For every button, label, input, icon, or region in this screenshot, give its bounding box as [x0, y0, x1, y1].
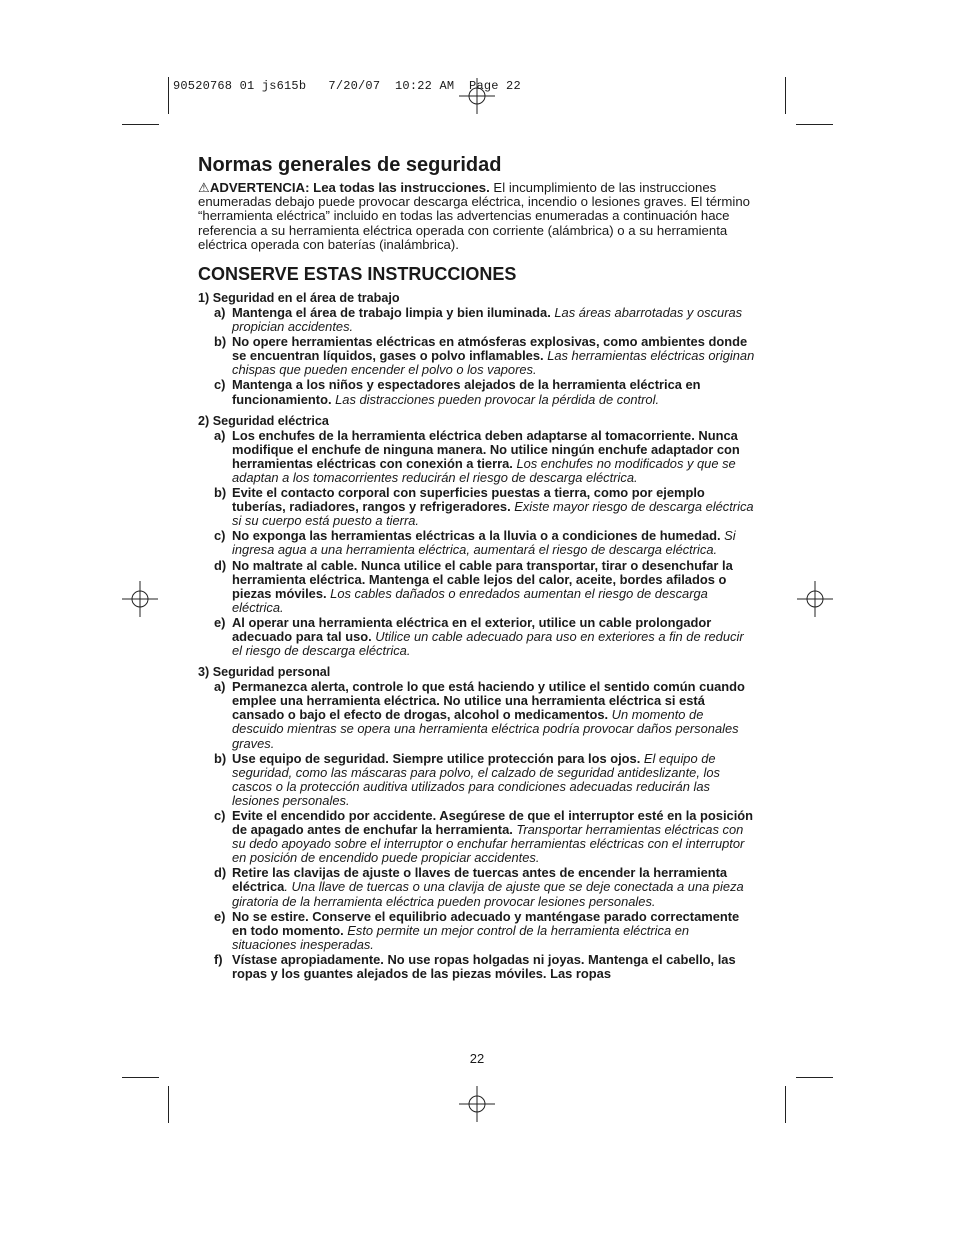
item-italic: El equipo de seguridad, como las máscaras para polvo, el calzado de seguridad antideslizante, los cascos o la protección auditiva utilizados para condiciones adecuadas reducirán las lesiones personales. [232, 750, 720, 808]
item-label: b) [214, 750, 227, 766]
item-bold: Mantenga el área de trabajo limpia y bien iluminada. [232, 305, 551, 321]
item-label: b) [214, 485, 227, 501]
registration-mark-top-icon [459, 78, 495, 114]
item-italic: Utilice un cable adecuado para uso en exteriores a fin de reducir el riesgo de descarga eléctrica. [232, 628, 744, 659]
list-item [198, 953, 756, 981]
crop-mark-top-left-v [168, 77, 169, 114]
list-item [198, 616, 756, 658]
item-bold: Permanezca alerta, controle lo que está haciendo y utilice el sentido común cuando emplee una herramienta eléctrica. No utilice una herramienta eléctrica si está cansado o bajo el efecto de drogas, alcohol o medicamentos. [232, 679, 745, 723]
item-italic: Existe mayor riesgo de descarga eléctrica si su cuerpo está puesto a tierra. [232, 499, 754, 529]
list-item [198, 910, 756, 952]
item-bold: Vístase apropiadamente. No use ropas holgadas ni joyas. Mantenga el cabello, las ropas y los guantes alejados de las piezas móviles. Las ropas [232, 951, 736, 982]
registration-mark-bottom-icon [459, 1086, 495, 1122]
item-bold: Evite el encendido por accidente. Asegúrese de que el interruptor esté en la posición de apagado antes de enchufar la herramienta. [232, 808, 754, 838]
item-label: d) [214, 557, 227, 573]
item-bold: No exponga las herramientas eléctricas a la lluvia o a condiciones de humedad. [232, 528, 721, 544]
section-electrical [198, 414, 756, 659]
registration-mark-right-icon [797, 581, 833, 617]
item-bold: No se estire. Conserve el equilibrio adecuado y manténgase parado correctamente en todo momento. [232, 908, 740, 938]
item-italic: Esto permite un mejor control de la herramienta eléctrica en situaciones inesperadas. [232, 922, 690, 952]
list-item [198, 866, 756, 908]
page-content [198, 154, 756, 988]
item-bold: Use equipo de seguridad. Siempre utilice protección para los ojos. [232, 750, 641, 766]
item-label: b) [214, 334, 227, 350]
item-italic: Las distracciones pueden provocar la pérdida de control. [331, 391, 660, 407]
list-item [198, 335, 756, 377]
list-item [198, 486, 756, 528]
item-italic: Transportar herramientas eléctricas con su dedo apoyado sobre el interruptor o enchufar herramientas eléctricas con el interruptor en posición de encendido puede propiciar accidentes. [232, 822, 745, 866]
item-label: f) [214, 951, 223, 967]
registration-mark-left-icon [122, 581, 158, 617]
crop-mark-bottom-left-h [122, 1077, 159, 1078]
item-bold: Los enchufes de la herramienta eléctrica deben adaptarse al tomacorriente. Nunca modifique el enchufe de ninguna manera. No utilice ningún enchufe adaptador con herramientas eléctricas con conexión a tierra. [232, 427, 740, 471]
list-item [198, 559, 756, 615]
print-slug: 90520768 01 js615b 7/20/07 10:22 AM Page 22 [173, 79, 521, 93]
list-item [198, 809, 756, 865]
item-bold: Evite el contacto corporal con superficies puestas a tierra, como por ejemplo tuberías, radiadores, rangos y refrigeradores. [232, 485, 705, 515]
section-personal [198, 665, 756, 981]
warning-bold: ADVERTENCIA: Lea todas las instrucciones. [209, 180, 490, 195]
item-label: d) [214, 865, 227, 881]
item-italic: Los cables dañados o enredados aumentan el riesgo de descarga eléctrica. [232, 585, 708, 615]
section-heading: CONSERVE ESTAS INSTRUCCIONES [198, 264, 517, 285]
crop-mark-top-right-h [796, 124, 833, 125]
crop-mark-top-right-v [785, 77, 786, 114]
warning-triangle-icon: ⚠ [198, 180, 210, 195]
section-title: 3) Seguridad personal [198, 665, 331, 680]
warning-text: El incumplimiento de las instrucciones enumeradas debajo puede provocar descarga eléctrica, incendio o lesiones graves. El término “herramienta eléctrica” incluido en todas las advertencias enumeradas a continuación hace referencia a su herramienta eléctrica operada con corriente (alámbrica) o a su herramienta eléctrica operada con baterías (inalámbrica). [198, 180, 751, 252]
crop-mark-top-left-h [122, 124, 159, 125]
warning-paragraph [198, 181, 756, 252]
section-title: 1) Seguridad en el área de trabajo [198, 291, 400, 306]
item-label: a) [214, 305, 226, 321]
item-bold: No opere herramientas eléctricas en atmósferas explosivas, como ambientes donde se encuentran líquidos, gases o polvo inflamables. [232, 334, 748, 364]
item-bold: No maltrate al cable. Nunca utilice el cable para transportar, tirar o desenchufar la herramienta eléctrica. Mantenga el cable lejos del calor, aceite, bordes afilados o piezas móviles. [232, 557, 733, 601]
crop-mark-bottom-right-v [785, 1086, 786, 1123]
page-title: Normas generales de seguridad [198, 154, 502, 176]
crop-mark-bottom-left-v [168, 1086, 169, 1123]
item-label: e) [214, 614, 226, 630]
item-bold: Mantenga a los niños y espectadores alejados de la herramienta eléctrica en funcionamiento. [232, 377, 701, 407]
item-italic: Si ingresa agua a una herramienta eléctrica, aumentará el riesgo de descarga eléctrica. [232, 528, 736, 558]
list-item [198, 529, 756, 557]
list-item [198, 680, 756, 750]
item-bold: Al operar una herramienta eléctrica en el exterior, utilice un cable prolongador adecuado para tal uso. [232, 614, 712, 644]
item-label: a) [214, 679, 226, 695]
section-work-area [198, 291, 756, 407]
item-label: e) [214, 908, 226, 924]
item-bold: Retire las clavijas de ajuste o llaves de tuercas antes de encender la herramienta eléctrica [232, 865, 728, 895]
crop-mark-bottom-right-h [796, 1077, 833, 1078]
list-item [198, 378, 756, 406]
item-label: c) [214, 377, 226, 393]
list-item [198, 306, 756, 334]
item-italic: Un momento de descuido mientras se opera una herramienta eléctrica podría provocar daños personales graves. [232, 707, 739, 751]
item-italic: Las herramientas eléctricas originan chispas que pueden encender el polvo o los vapores. [232, 348, 755, 378]
item-italic: Las áreas abarrotadas y oscuras propician accidentes. [232, 305, 743, 335]
list-item [198, 752, 756, 808]
item-label: c) [214, 528, 226, 544]
page-number: 22 [469, 1051, 485, 1066]
item-italic: . Una llave de tuercas o una clavija de ajuste que se deje conectada a una pieza giratoria de la herramienta eléctrica pueden provocar lesiones personales. [232, 879, 744, 909]
list-item [198, 429, 756, 485]
item-italic: Los enchufes no modificados y que se adaptan a los tomacorrientes reducirán el riesgo de descarga eléctrica. [232, 455, 736, 485]
item-label: a) [214, 427, 226, 443]
item-label: c) [214, 808, 226, 824]
section-title: 2) Seguridad eléctrica [198, 413, 329, 428]
